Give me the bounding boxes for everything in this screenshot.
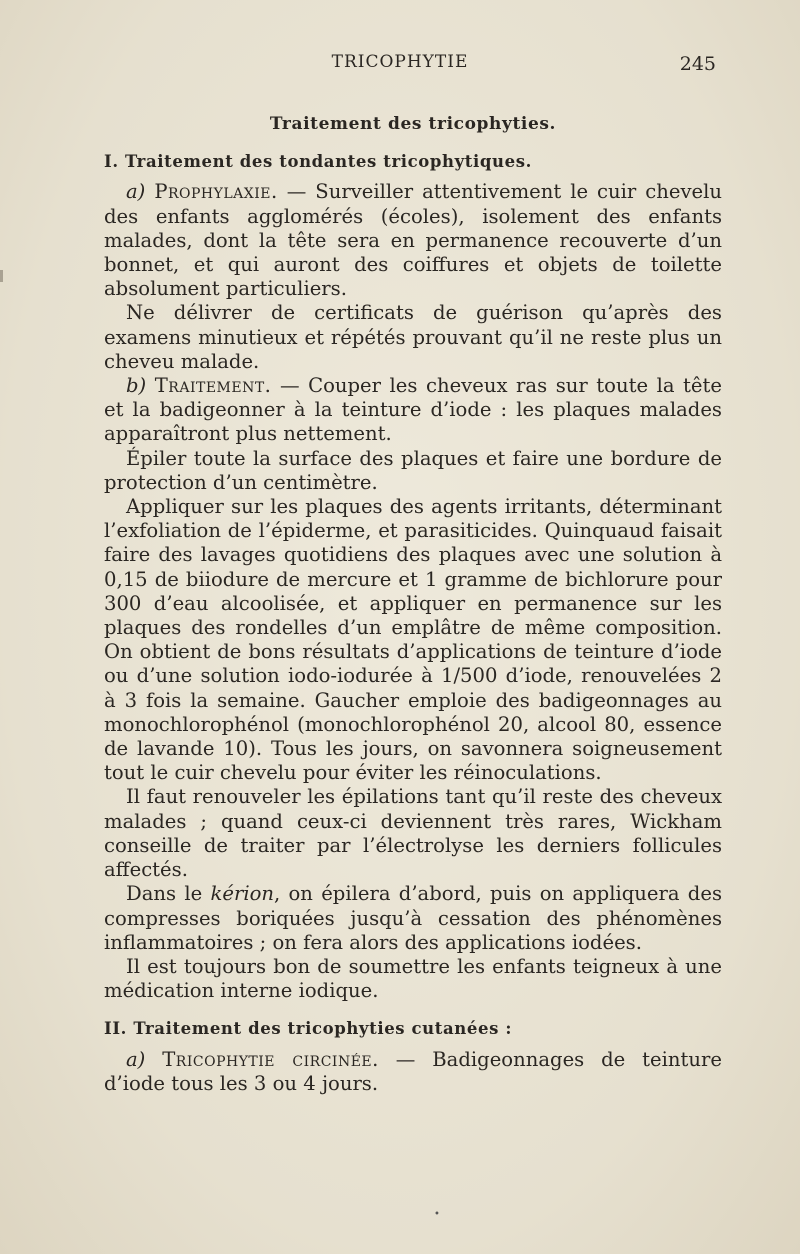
item-label-a2: a)	[126, 1047, 146, 1071]
subsection-title-2: II. Traitement des tricophyties cutanées :	[104, 1019, 513, 1039]
item-label-a: a)	[126, 180, 146, 204]
paragraph-appliquer: Appliquer sur les plaques des agents irritants, déterminant l’exfoliation de l’épiderme, et parasiticides. Quinquaud faisait faire des lavages quotidiens des plaques avec une solution à 0,15 de biiodure de mercure et 1 gramme de bichlorure pour 300 d’eau alcoolisée, et appliquer en permanence sur les plaques des rondelles d’un emplâtre de même composition. On obtient de bons résultats d’applications de teinture d’iode ou d’une solution iodo-iodurée à 1/500 d’iode, renouvelées 2 à 3 fois la semaine. Gaucher emploie des badigeonnages au monochlorophénol (monochlorophénol 20, alcool 80, essence de lavande 10). Tous les jours, on savonnera soigneusement tout le cuir chevelu pour éviter les réinoculations.	[104, 495, 722, 785]
subsection-title-1: I. Traitement des tondantes tricophytiques.	[104, 152, 532, 172]
paragraph-traitement	[104, 374, 722, 447]
text-prophylaxie: — Surveiller attentivement le cuir chevelu des enfants agglomérés (écoles), isolement des enfants malades, dont la tête sera en permanence recouverte d’un bonnet, et qui auront des coiffures et objets de toilette absolument particuliers.	[104, 180, 722, 301]
paragraph-certificats: Ne délivrer de certificats de guérison qu’après des examens minutieux et répétés prouvant qu’il ne reste plus un cheveu malade.	[104, 301, 722, 373]
text-traitement: — Couper les cheveux ras sur toute la tête et la badigeonner à la teinture d’iode : les plaques malades apparaîtront plus nettement.	[104, 374, 722, 446]
heading-circinee: Tricophytie circinée.	[162, 1047, 379, 1071]
paragraph-teigneux: Il est toujours bon de soumettre les enfants teigneux à une médication interne iodique.	[104, 954, 722, 1003]
kerion-text-before: Dans le	[126, 882, 211, 906]
kerion-term: kérion	[210, 882, 275, 906]
heading-prophylaxie: Prophylaxie.	[154, 180, 278, 204]
page-number: 245	[679, 53, 716, 75]
margin-mark	[0, 270, 3, 282]
paragraph-kerion	[104, 882, 722, 955]
item-label-b: b)	[126, 374, 147, 398]
running-title: TRICOPHYTIE	[331, 52, 469, 72]
heading-traitement: Traitement.	[154, 374, 272, 398]
kerion-text-after: , on épilera d’abord, puis on appliquera des compresses boriquées jusqu’à cessation des phénomènes inflammatoires ; on fera alors des applications iodées.	[104, 882, 723, 954]
text-circinee: — Badigeonnages de teinture d’iode tous les 3 ou 4 jours.	[104, 1047, 722, 1095]
paragraph-prophylaxie	[104, 180, 722, 301]
paragraph-epiler: Épiler toute la surface des plaques et faire une bordure de protection d’un centimètre.	[104, 446, 722, 494]
section-title: Traitement des tricophyties.	[269, 114, 557, 134]
page-body	[104, 112, 722, 1096]
paragraph-renouveler: Il faut renouveler les épilations tant qu’il reste des cheveux malades ; quand ceux-ci deviennent très rares, Wickham conseille de traiter par l’électrolyse les derniers follicules affectés.	[104, 785, 722, 882]
ink-dot: •	[434, 1209, 440, 1220]
running-head	[0, 52, 800, 76]
paragraph-circinee	[104, 1048, 722, 1096]
